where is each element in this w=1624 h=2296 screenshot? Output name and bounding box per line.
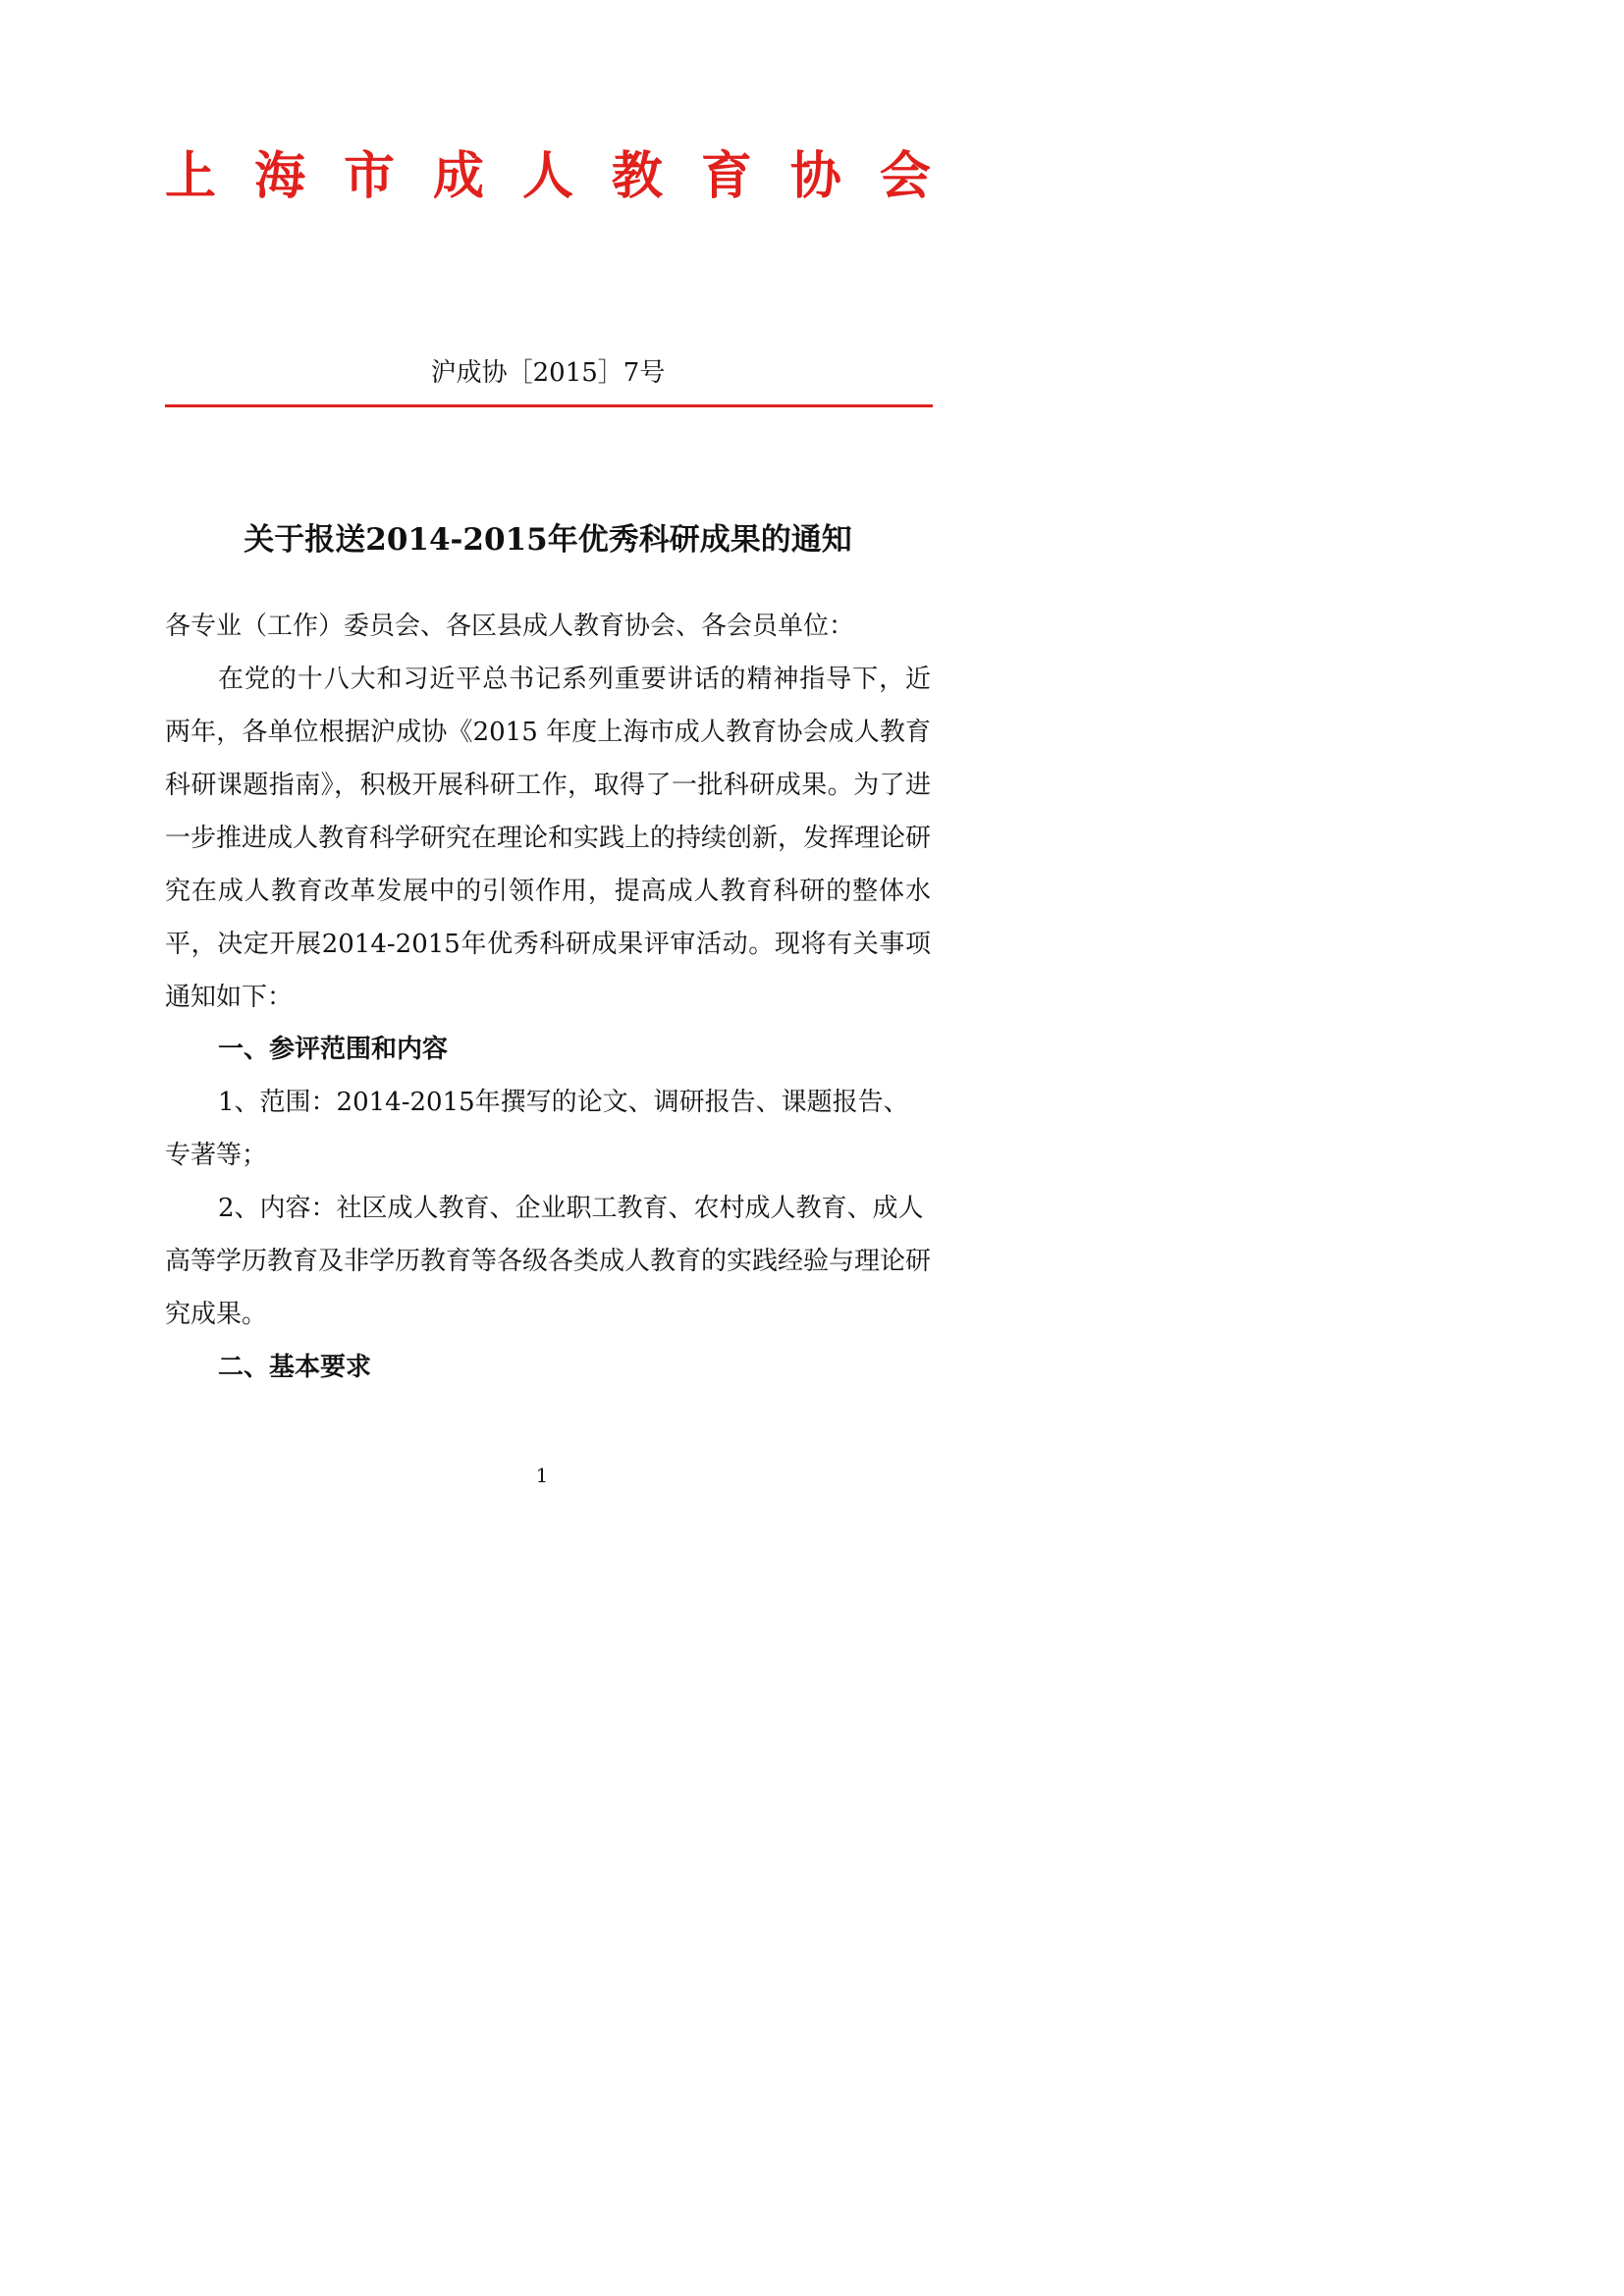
salutation: 各专业（工作）委员会、各区县成人教育协会、各会员单位：: [165, 612, 855, 641]
org-char: 市: [343, 146, 395, 206]
org-char: 会: [879, 146, 931, 206]
org-char: 人: [521, 146, 573, 206]
org-char: 海: [253, 146, 305, 206]
org-char: 教: [611, 146, 663, 206]
notice-title: 关于报送2014-2015年优秀科研成果的通知: [244, 522, 852, 558]
org-char: 协: [789, 146, 841, 206]
header-divider: [165, 404, 933, 407]
organization-header: [165, 147, 931, 206]
section-heading-requirements: 二、基本要求: [218, 1353, 372, 1382]
document-page: [0, 0, 1084, 1532]
document-number: 沪成协［2015］7号: [430, 358, 666, 388]
scope-item-content: 2、内容：社区成人教育、企业职工教育、农村成人教育、成人高等学历教育及非学历教育等各级各类成人教育的实践经验与理论研究成果。: [165, 1194, 932, 1329]
org-char: 上: [165, 146, 217, 206]
page-number: 1: [535, 1464, 549, 1487]
intro-paragraph: 在党的十八大和习近平总书记系列重要讲话的精神指导下，近两年，各单位根据沪成协《2015 年度上海市成人教育协会成人教育科研课题指南》，积极开展科研工作，取得了一批科研成果。为了进一步推进成人教育科学研究在理论和实践上的持续创新，发挥理论研究在成人教育改革发展中的引领作用，提高成人教育科研的整体水平，决定开展2014-2015年优秀科研成果评审活动。现将有关事项通知如下：: [165, 665, 932, 1012]
scope-item-range: 1、范围：2014-2015年撰写的论文、调研报告、课题报告、专著等；: [165, 1088, 909, 1170]
section-heading-scope: 一、参评范围和内容: [218, 1035, 449, 1064]
org-char: 育: [700, 146, 752, 206]
org-char: 成: [432, 146, 484, 206]
